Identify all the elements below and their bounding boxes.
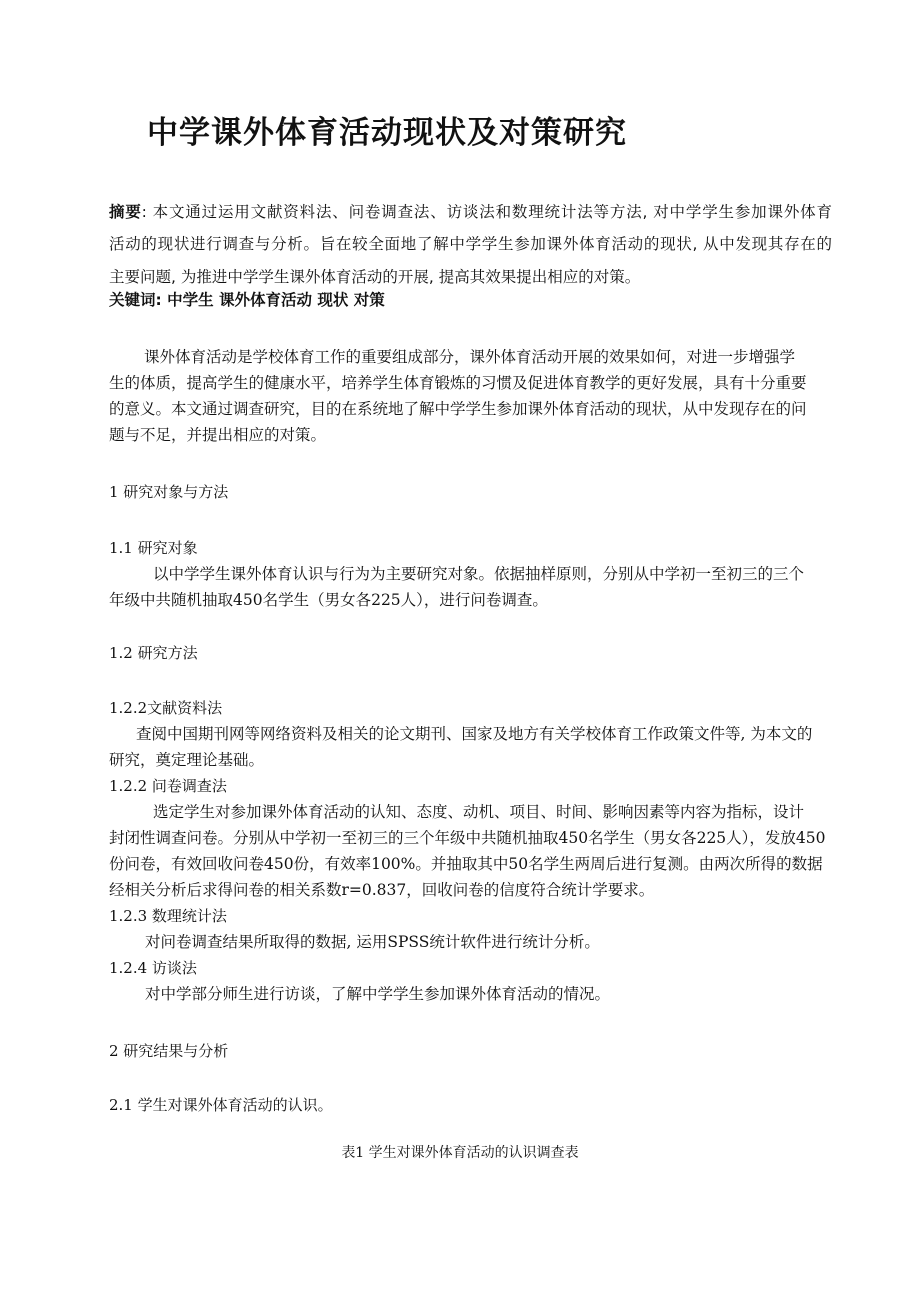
section-1-2-heading: 1.2 研究方法 [109,644,198,662]
method-questionnaire-heading: 1.2.2 问卷调查法 [109,777,227,795]
abstract-line-1 [109,199,832,225]
section-1-heading: 1 研究对象与方法 [109,483,229,501]
intro-line-4: 题与不足，并提出相应的对策。 [109,426,327,444]
intro-line-1: 课外体育活动是学校体育工作的重要组成部分，课外体育活动开展的效果如何，对进一步增强学 [144,348,796,366]
method-interview-line-1: 对中学部分师生进行访谈，了解中学学生参加课外体育活动的情况。 [145,985,611,1003]
method-literature-line-1: 查阅中国期刊网等网络资料及相关的论文期刊、国家及地方有关学校体育工作政策文件等, 为本文的 [136,725,813,743]
method-interview-heading: 1.2.4 访谈法 [109,959,197,977]
abstract-line-3: 主要问题, 为推进中学学生课外体育活动的开展, 提高其效果提出相应的对策。 [109,268,641,286]
method-questionnaire-line-4: 经相关分析后求得问卷的相关系数r=0.837，回收问卷的信度符合统计学要求。 [109,881,655,899]
section-1-1-heading: 1.1 研究对象 [109,539,198,557]
method-statistics-heading: 1.2.3 数理统计法 [109,907,227,925]
method-questionnaire-line-1: 选定学生对参加课外体育活动的认知、态度、动机、项目、时间、影响因素等内容为指标，设计 [153,803,805,821]
intro-line-2: 生的体质，提高学生的健康水平，培养学生体育锻炼的习惯及促进体育教学的更好发展，具有十分重要 [109,374,807,392]
keywords: 关键词: 中学生 课外体育活动 现状 对策 [109,291,385,309]
method-literature-heading: 1.2.2文献资料法 [109,699,223,717]
intro-line-3: 的意义。本文通过调查研究，目的在系统地了解中学学生参加课外体育活动的现状，从中发现存在的问 [109,400,807,418]
abstract-line-2: 活动的现状进行调查与分析。旨在较全面地了解中学学生参加课外体育活动的现状, 从中发现其存在的 [109,235,832,253]
method-literature-line-2: 研究，奠定理论基础。 [109,751,265,769]
section-2-heading: 2 研究结果与分析 [109,1042,229,1060]
abstract-separator: : [141,203,153,221]
page-title: 中学课外体育活动现状及对策研究 [147,115,627,151]
abstract-text: 本文通过运用文献资料法、问卷调查法、访谈法和数理统计法等方法, 对中学学生参加课外体育 [152,203,832,221]
method-questionnaire-line-2: 封闭性调查问卷。分别从中学初一至初三的三个年级中共随机抽取450名学生（男女各225人），发放450 [109,829,826,847]
table-caption: 表1 学生对课外体育活动的认识调查表 [341,1145,579,1161]
method-statistics-line-1: 对问卷调查结果所取得的数据, 运用SPSS统计软件进行统计分析。 [145,933,600,951]
abstract-label: 摘要 [109,203,142,221]
method-questionnaire-line-3: 份问卷，有效回收问卷450份，有效率100%。并抽取其中50名学生两周后进行复测。由两次所得的数据 [109,855,823,873]
section-1-1-line-2: 年级中共随机抽取450名学生（男女各225人），进行问卷调查。 [109,591,548,609]
section-1-1-line-1: 以中学学生课外体育认识与行为为主要研究对象。依据抽样原则，分别从中学初一至初三的三个 [153,565,805,583]
section-2-1-heading: 2.1 学生对课外体育活动的认识。 [109,1096,333,1114]
